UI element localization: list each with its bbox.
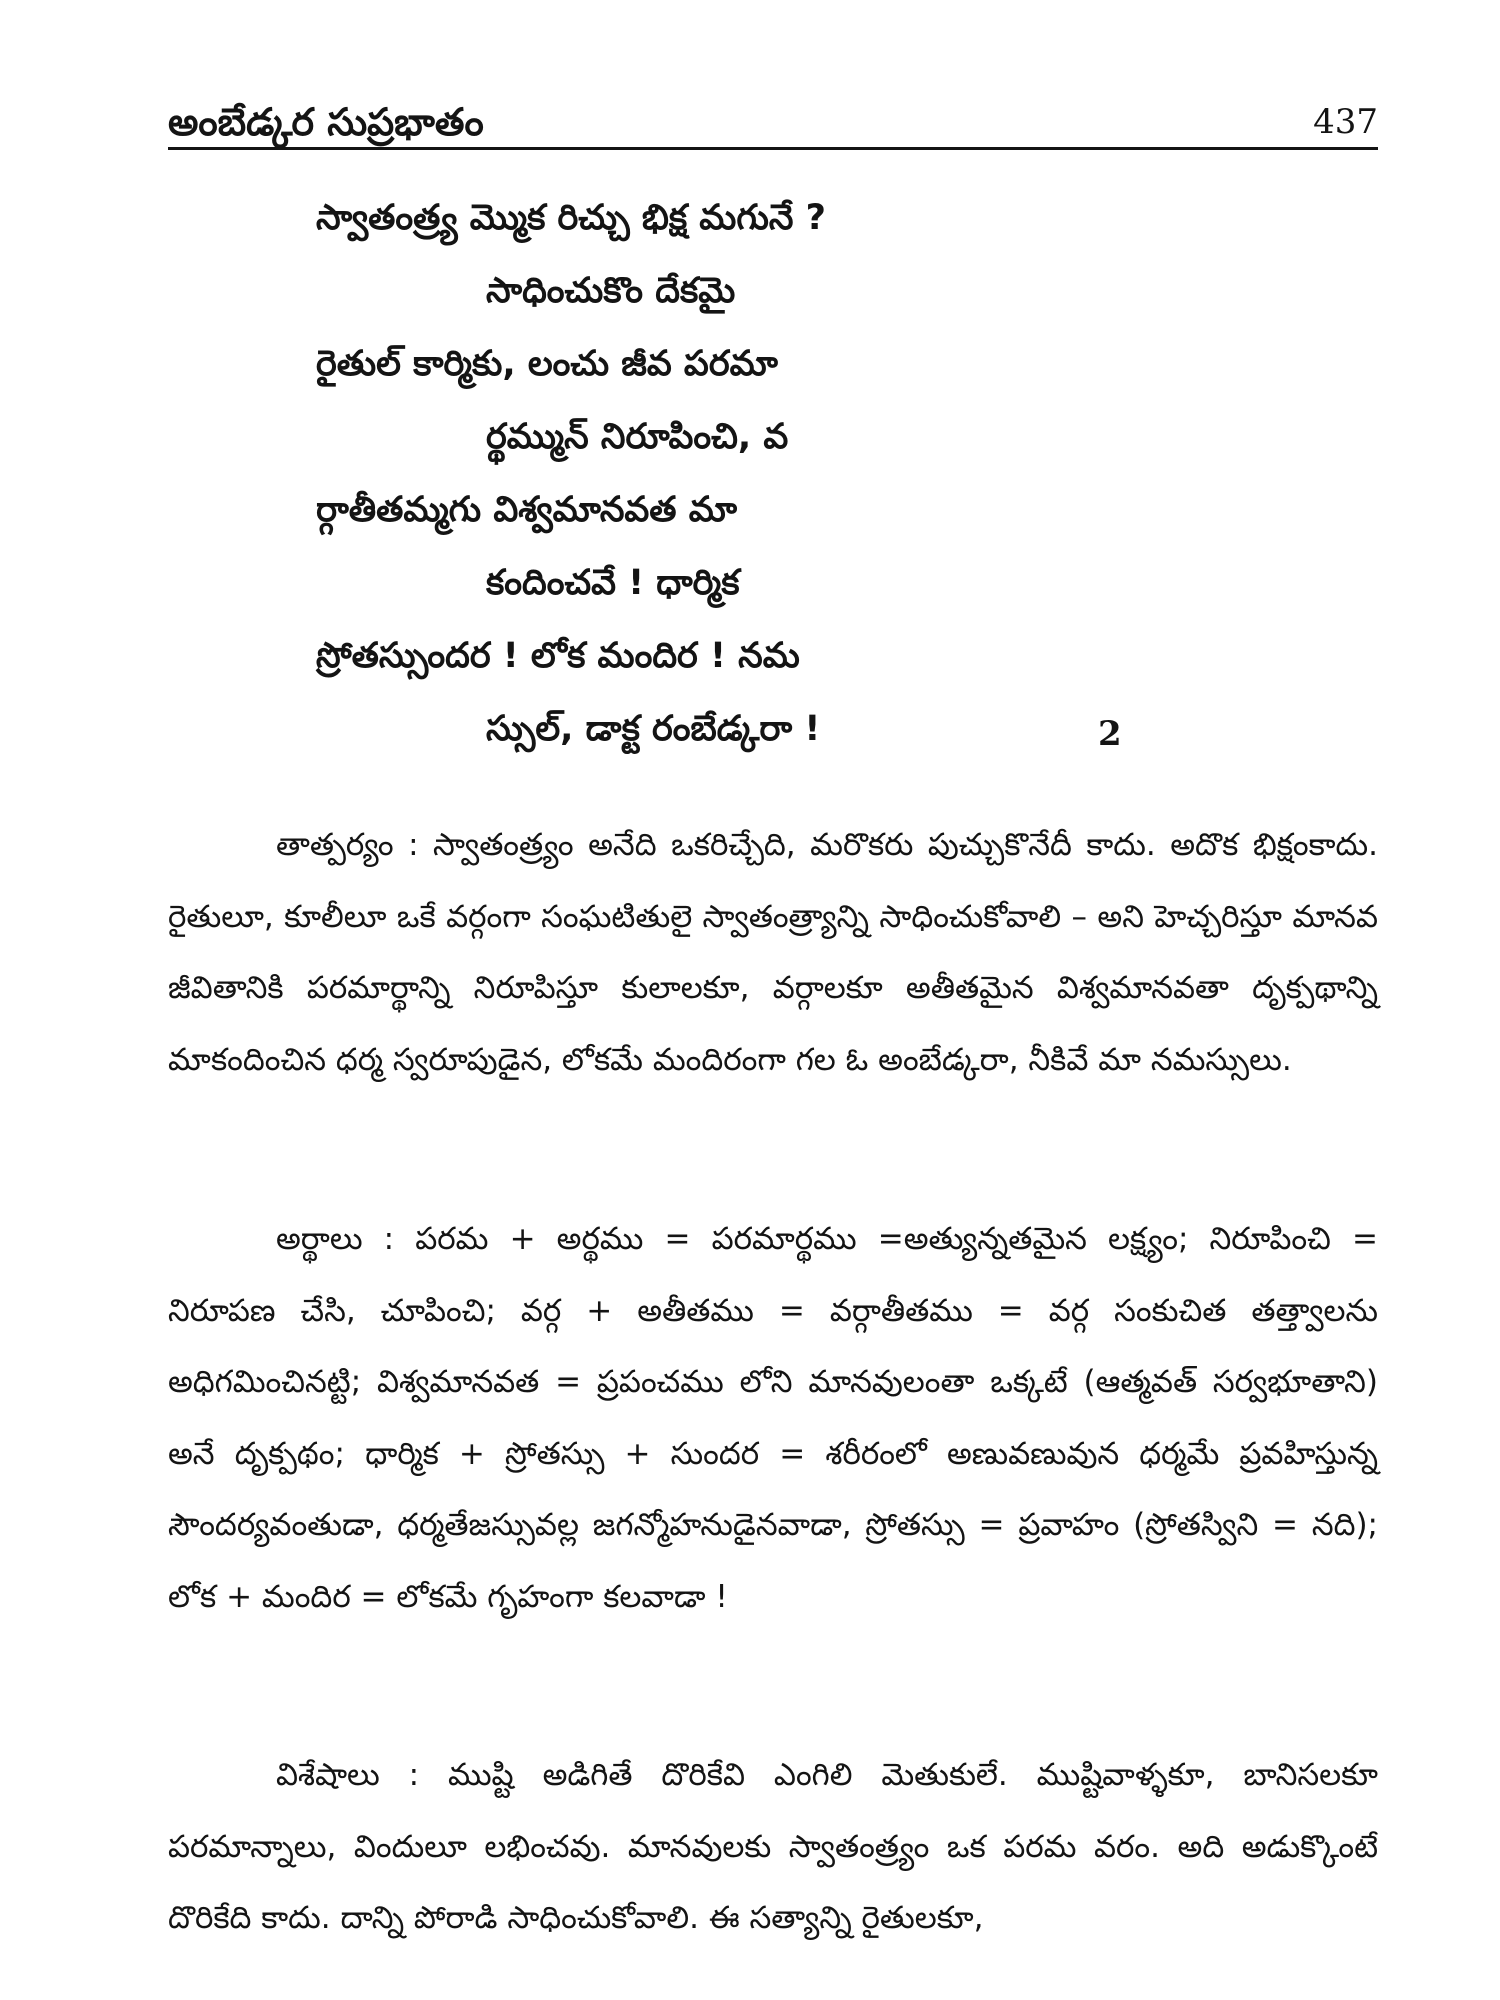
visheshalu-paragraph: విశేషాలు : ముష్టి అడిగితే దొరికేవి ఎంగిలి మెతుకులే. ముష్టివాళ్ళకూ, బానిసలకూ పరమాన్నాలు, విందులూ లభించవు. మానవులకు స్వాతంత్ర్యం ఒక పరమ వరం. అది అడుక్కొంటే దొరికేది కాదు. దాన్ని పోరాడి సాధించుకోవాలి. ఈ సత్యాన్ని రైతులకూ, [168,1757,1378,1936]
verse-line: రైతుల్ కార్మికు, లంచు జీవ పరమా [316,344,778,384]
verse-block [316,188,1216,772]
page-header [168,98,1378,148]
verse-number: 2 [1098,714,1122,754]
verse-line: స్సుల్, డాక్ట రంబేడ్కరా ! [486,709,821,749]
header-rule [168,147,1378,150]
verse-line: కందించవే ! ధార్మిక [486,563,740,603]
page-number: 437 [1313,102,1378,142]
verse-line: సాధించుకొం దేకమై [486,271,736,311]
verse-line: స్రోతస్సుందర ! లోక మందిర ! నమ [316,636,800,676]
running-head: అంబేడ్కర సుప్రభాతం [168,100,484,144]
verse-line: ర్థమ్మున్ నిరూపించి, వ [486,417,789,457]
arthalu-paragraph: అర్థాలు : పరమ + అర్థము = పరమార్థము =అత్యున్నతమైన లక్ష్యం; నిరూపించి = నిరూపణ చేసి, చూపించి; వర్గ + అతీతము = వర్గాతీతము = వర్గ సంకుచిత తత్త్వాలను అధిగమించినట్టి; విశ్వమానవత = ప్రపంచము లోని మానవులంతా ఒక్కటే (ఆత్మవత్ సర్వభూతాని) అనే దృక్పథం; ధార్మిక + స్రోతస్సు + సుందర = శరీరంలో అణువణువున ధర్మమే ప్రవహిస్తున్న సౌందర్యవంతుడా, ధర్మతేజస్సువల్ల జగన్మోహనుడైనవాడా, స్రోతస్సు = ప్రవాహం (స్రోతస్విని = నది); లోక + మందిర = లోకమే గృహంగా కలవాడా ! [168,1221,1378,1615]
verse-line: ర్గాతీతమ్మగు విశ్వమానవత మా [316,490,737,530]
tatparyam-paragraph: తాత్పర్యం : స్వాతంత్ర్యం అనేది ఒకరిచ్చేది, మరొకరు పుచ్చుకొనేదీ కాదు. అదొక భిక్షంకాదు. రైతులూ, కూలీలూ ఒకే వర్గంగా సంఘటితులై స్వాతంత్ర్యాన్ని సాధించుకోవాలి – అని హెచ్చరిస్తూ మానవ జీవితానికి పరమార్థాన్ని నిరూపిస్తూ కులాలకూ, వర్గాలకూ అతీతమైన విశ్వమానవతా దృక్పథాన్ని మాకందించిన ధర్మ స్వరూపుడైన, లోకమే మందిరంగా గల ఓ అంబేడ్కరా, నీకివే మా నమస్సులు. [168,827,1378,1078]
verse-line: స్వాతంత్ర్య మ్మొక రిచ్చు భిక్ష మగునే ? [316,198,826,238]
